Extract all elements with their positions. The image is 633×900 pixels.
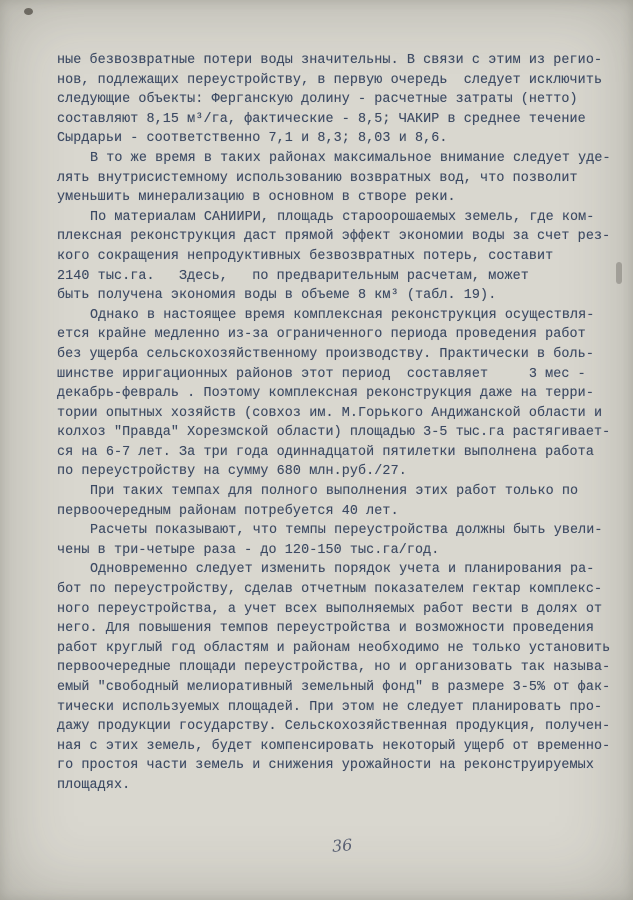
text-line: без ущерба сельскохозяйственному производству. Практически в боль- — [57, 346, 594, 362]
text-line: дажу продукции государству. Сельскохозяйственная продукция, получен- — [57, 719, 611, 735]
scan-artifact — [616, 262, 622, 284]
text-line: чены в три-четыре раза - до 120-150 тыс.га/год. — [57, 542, 440, 558]
text-line: Расчеты показывают, что темпы переустройства должны быть увели- — [90, 523, 603, 539]
page-number: 36 — [331, 835, 354, 856]
text-line: следующие объекты: Ферганскую долину - расчетные затраты (нетто) — [57, 92, 578, 108]
paragraph — [57, 521, 603, 560]
text-line: емый "свободный мелиоративный земельный фонд" в размере 3-5% от фак- — [57, 680, 611, 695]
document-text — [57, 51, 611, 796]
text-line: работ круглый год областям и районам необходимо не только установить — [57, 640, 611, 656]
text-line: го простоя части земель и снижения урожайности на реконструируемых — [57, 758, 594, 774]
text-line: первоочередным районам потребуется 40 лет. — [57, 503, 399, 519]
text-line: ется крайне медленно из-за ограниченного периода проведения работ — [57, 327, 586, 343]
text-line: декабрь-февраль . Поэтому комплексная реконструкция даже на терри- — [57, 386, 594, 402]
text-line: площадях. — [57, 777, 131, 793]
paragraph — [57, 51, 603, 149]
text-line: плексная реконструкция даст прямой эффект экономии воды за счет рез- — [57, 229, 611, 245]
text-line: Одновременно следует изменить порядок учета и планирования ра- — [90, 562, 595, 578]
paragraph — [57, 560, 611, 795]
text-line: ные безвозвратные потери воды значительны. В связи с этим из регио- — [57, 53, 603, 68]
text-line: шинстве ирригационных районов этот период составляет 3 мес - — [57, 366, 586, 382]
text-line: него. Для повышения темпов переустройства и возможности проведения — [57, 621, 594, 637]
text-line: В то же время в таких районах максимальное внимание следует уде- — [90, 150, 611, 166]
text-line: При таких темпах для полного выполнения этих работ только по — [90, 484, 579, 500]
text-line: тории опытных хозяйств (совхоз им. М.Горького Андижанской области и — [57, 405, 603, 421]
text-line: по переустройству на сумму 680 млн.руб./27. — [57, 464, 407, 480]
paragraph — [57, 208, 611, 306]
text-line: кого сокращения непродуктивных безвозвратных потерь, составит — [57, 248, 554, 264]
paragraph — [57, 306, 611, 482]
text-line: тически используемых площадей. При этом не следует планировать про- — [57, 699, 603, 715]
paragraph — [57, 149, 611, 208]
text-line: ся на 6-7 лет. За три года одиннадцатой пятилетки выполнена работа — [57, 444, 594, 460]
text-line: нов, подлежащих переустройству, в первую очередь следует исключить — [57, 72, 603, 88]
text-line: 2140 тыс.га. Здесь, по предварительным расчетам, может — [57, 268, 529, 284]
text-line: уменьшить минерализацию в основном в створе реки. — [57, 190, 456, 206]
text-line: быть получена экономия воды в объеме 8 км³ (табл. 19). — [57, 288, 497, 304]
text-line: колхоз "Правда" Хорезмской области) площадью 3-5 тыс.га растягивает- — [57, 425, 611, 441]
text-line: ного переустройства, а учет всех выполняемых работ вести в долях от — [57, 601, 603, 617]
text-line: бот по переустройству, сделав отчетным показателем гектар комплекс- — [57, 582, 603, 598]
text-line: лять внутрисистемному использованию возвратных вод, что позволит — [57, 170, 578, 186]
text-line: Сырдарьи - соответственно 7,1 и 8,3; 8,03 и 8,6. — [57, 131, 448, 147]
text-line: составляют 8,15 м³/га, фактические - 8,5; ЧАКИР в среднее течение — [57, 111, 586, 127]
text-line: По материалам САНИИРИ, площадь староорошаемых земель, где ком- — [90, 209, 595, 225]
text-line: ная с этих земель, будет компенсировать некоторый ущерб от временно- — [57, 738, 611, 754]
paragraph — [57, 482, 597, 521]
scan-artifact — [24, 8, 33, 15]
text-line: первоочередные площади переустройства, но и организовать так называ- — [57, 660, 611, 676]
text-line: Однако в настоящее время комплексная реконструкция осуществля- — [90, 307, 595, 323]
